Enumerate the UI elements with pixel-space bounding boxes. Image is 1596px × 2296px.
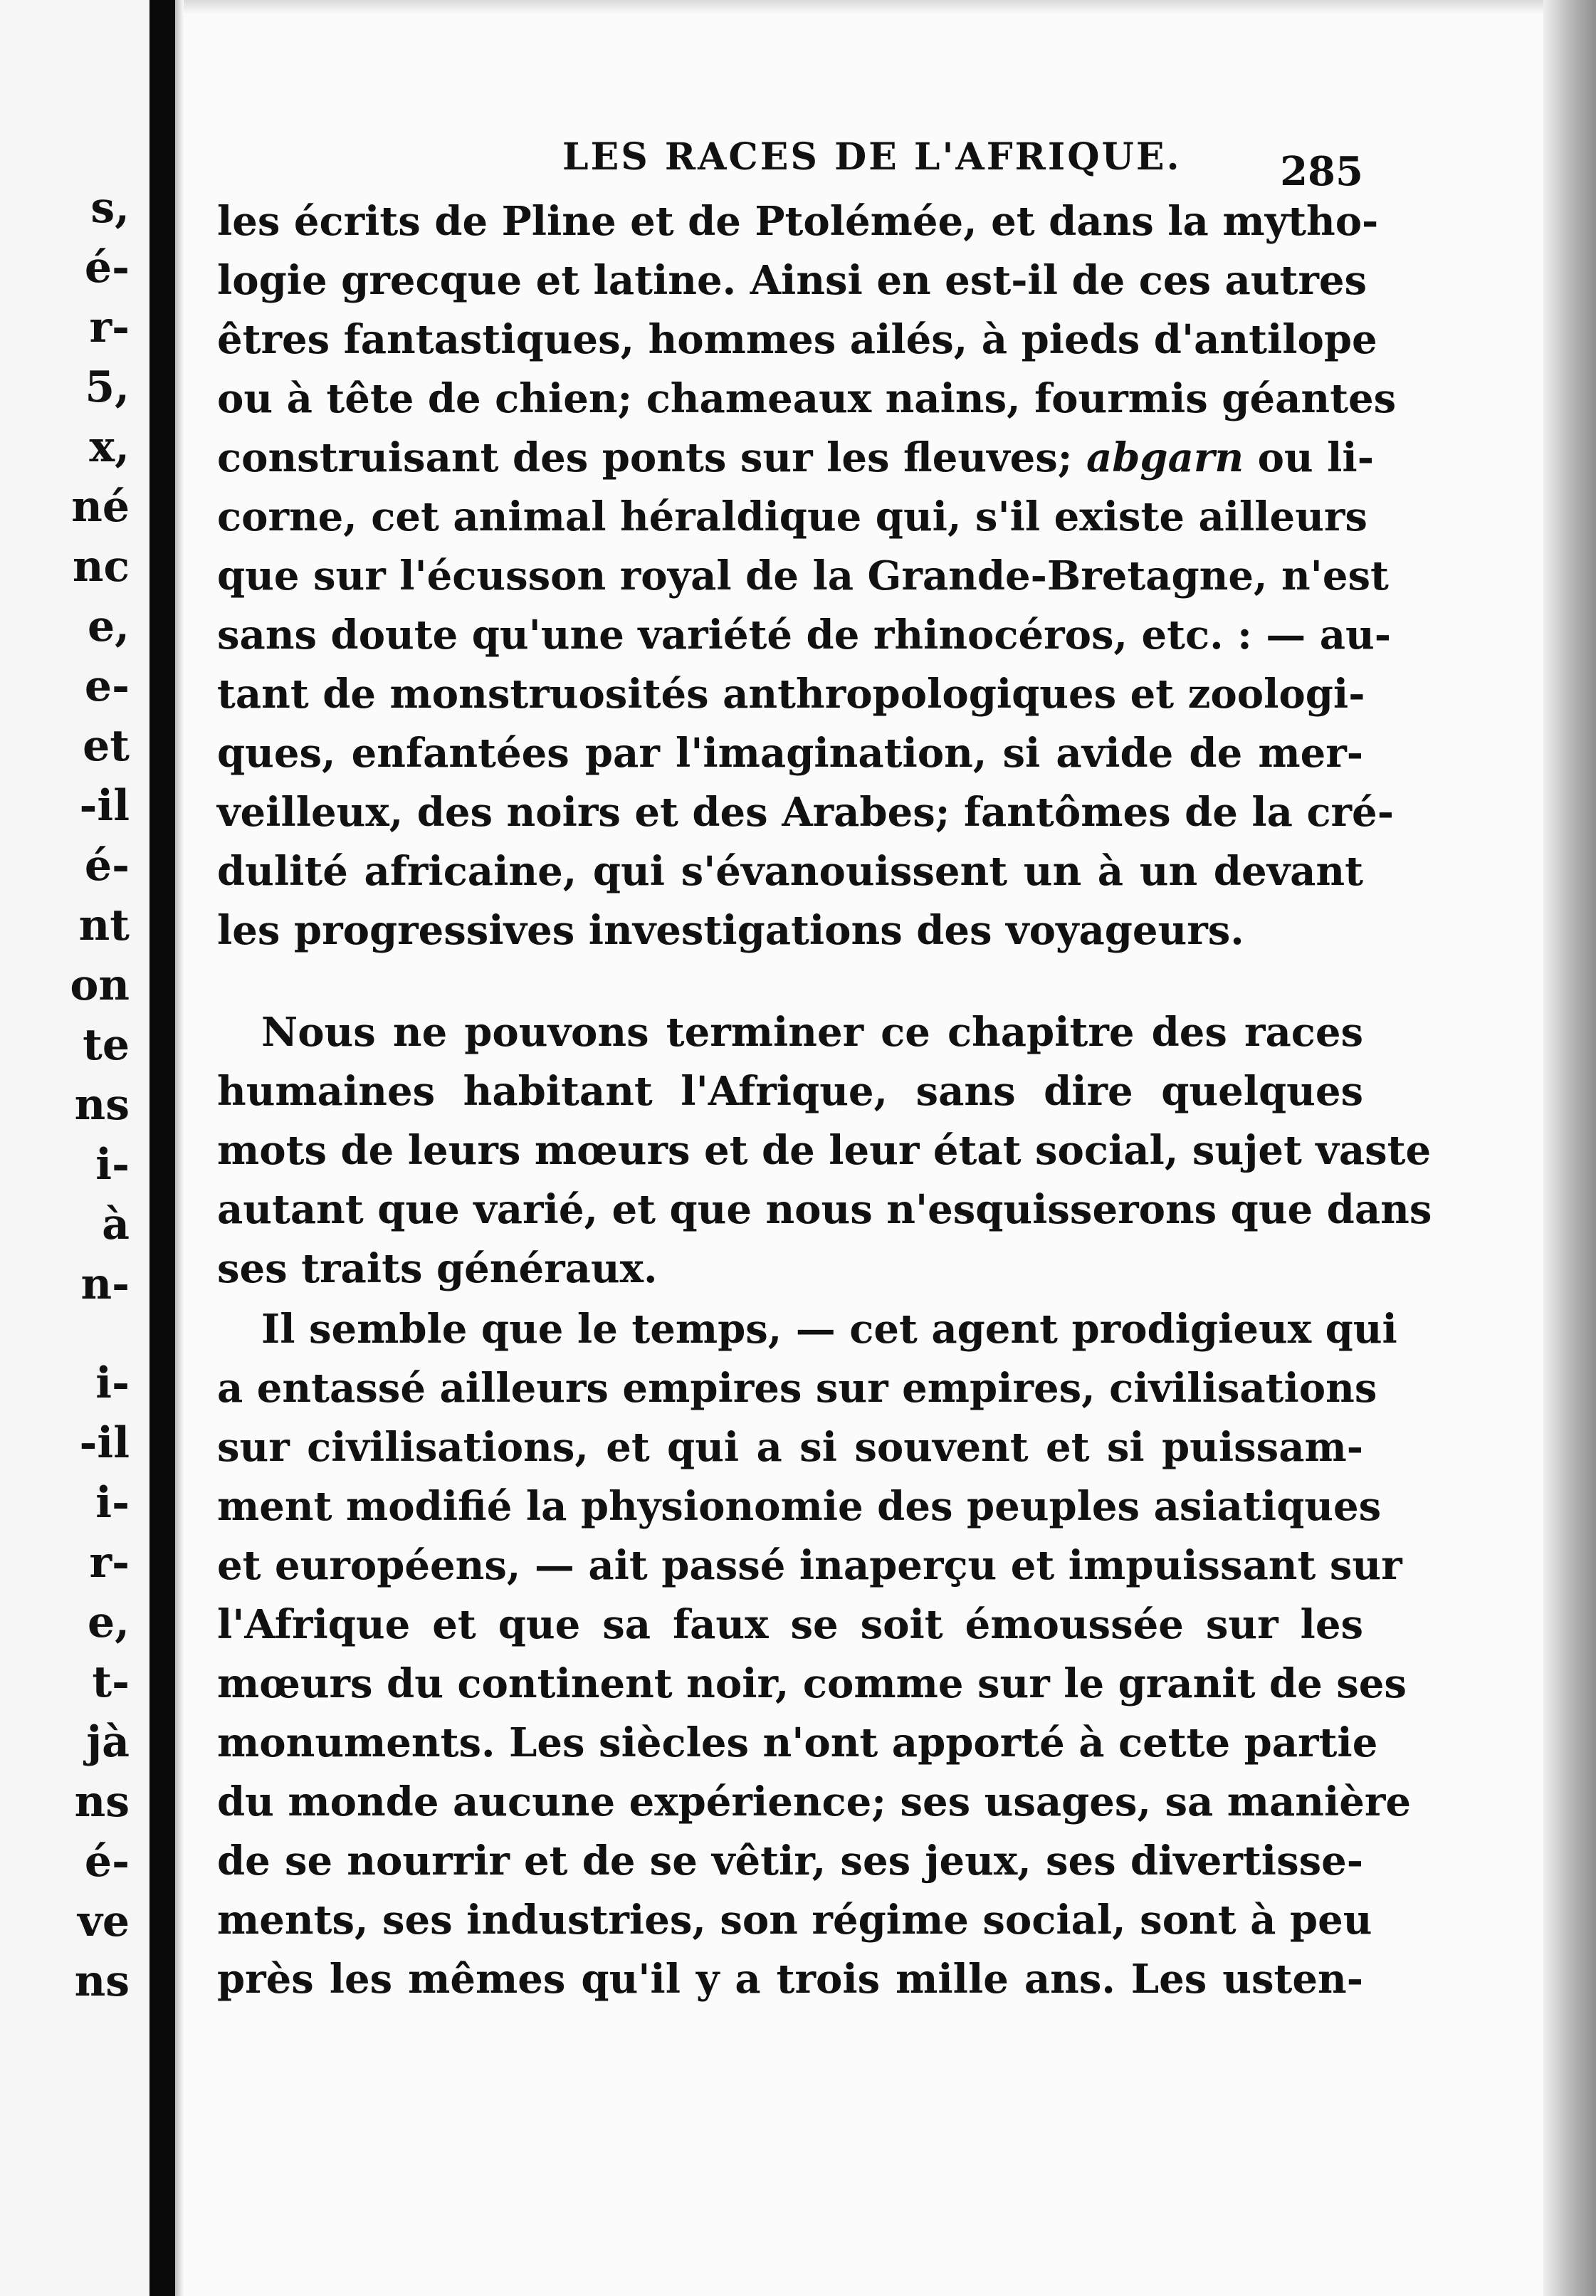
text-line: sans doute qu'une variété de rhinocéros, etc. : — au- [217,612,1391,659]
gutter-shadow [175,0,184,2296]
left-fragment: nt [78,901,130,950]
left-fragment: s, [90,183,130,233]
text-line: de se nourrir et de se vêtir, ses jeux, ses divertisse- [217,1838,1363,1884]
left-fragment: r- [89,1538,130,1588]
left-fragment: i- [95,1358,130,1408]
text-line: dulité africaine, qui s'évanouissent un à un devant [217,848,1363,895]
text-line: ou à tête de chien; chameaux nains, fourmis géantes [217,375,1397,422]
text-segment: ou li- [1257,434,1374,481]
left-fragment: ns [74,1777,130,1827]
text-line: Il semble que le temps, — cet agent prodigieux qui [261,1306,1397,1353]
text-segment: construisant des ponts sur les fleuves; [217,434,1073,481]
left-page-margin [0,0,149,2296]
text-line: sur civilisations, et qui a si souvent et si puissam- [217,1424,1363,1471]
paragraph-2 [217,1003,1432,1299]
left-fragment: i- [95,1140,130,1190]
left-fragment: ns [74,1956,130,2006]
text-line: les écrits de Pline et de Ptolémée, et dans la mytho- [217,198,1379,245]
left-fragment: i- [95,1478,130,1528]
left-fragment: n- [80,1259,130,1309]
left-fragment: -il [79,781,130,831]
left-fragment: e, [87,602,130,651]
text-line: les progressives investigations des voyageurs. [217,907,1244,954]
text-line: Nous ne pouvons terminer ce chapitre des races [261,1009,1363,1056]
paragraph-1 [217,192,1397,960]
running-title: LES RACES DE L'AFRIQUE. [562,135,1182,179]
right-page-edge [1543,0,1596,2296]
left-fragment: 5, [85,362,130,412]
text-line: et européens, — ait passé inaperçu et impuissant sur [217,1542,1402,1589]
left-fragment: ve [77,1897,130,1946]
running-header [217,121,1363,195]
text-line: que sur l'écusson royal de la Grande-Bretagne, n'est [217,552,1389,599]
text-line: autant que varié, et que nous n'esquisserons que dans [217,1186,1432,1233]
book-page [217,121,1432,2009]
left-fragment: à [102,1200,130,1249]
left-fragment: te [83,1020,130,1070]
left-fragment: é- [84,841,130,891]
paragraph-3 [217,1300,1412,2009]
left-fragment: ns [74,1080,130,1130]
text-line: tant de monstruosités anthropologiques et zoologi- [217,671,1365,718]
text-line: du monde aucune expérience; ses usages, sa manière [217,1778,1412,1825]
text-line: ses traits généraux. [217,1245,658,1292]
italic-word: abgarn [1086,434,1244,481]
left-page-fragments [0,178,142,2011]
text-line: ques, enfantées par l'imagination, si avide de mer- [217,730,1363,777]
left-fragment: e- [84,661,130,711]
text-line: logie grecque et latine. Ainsi en est-il de ces autres [217,257,1367,304]
text-line: humaines habitant l'Afrique, sans dire quelques [217,1068,1363,1115]
text-line: corne, cet animal héraldique qui, s'il existe ailleurs [217,493,1367,540]
left-fragment: -il [79,1418,130,1468]
text-line-with-italic [217,429,1374,488]
left-fragment-gap [0,1314,142,1353]
left-fragment: x, [89,422,130,472]
text-line: ment modifié la physionomie des peuples asiatiques [217,1483,1382,1530]
left-fragment: né [71,482,130,532]
left-fragment: nc [72,542,130,592]
text-line: veilleux, des noirs et des Arabes; fantômes de la cré- [217,789,1394,836]
text-line: l'Afrique et que sa faux se soit émoussée sur les [217,1601,1363,1648]
text-line: monuments. Les siècles n'ont apporté à cette partie [217,1719,1378,1766]
text-line: près les mêmes qu'il y a trois mille ans. Les usten- [217,1956,1363,2003]
left-fragment: é- [84,1837,130,1887]
page-number: 285 [1280,148,1363,195]
left-fragment: jà [86,1717,130,1767]
text-line: a entassé ailleurs empires sur empires, civilisations [217,1365,1377,1412]
top-edge-shadow [184,0,1543,14]
left-fragment: on [70,960,130,1010]
left-fragment: r- [89,303,130,352]
left-fragment: t- [92,1657,130,1707]
text-line: êtres fantastiques, hommes ailés, à pieds d'antilope [217,316,1377,363]
left-fragment: e, [87,1598,130,1647]
left-fragment: et [83,721,130,771]
book-gutter [149,0,175,2296]
left-fragment: é- [84,243,130,293]
text-line: mœurs du continent noir, comme sur le granit de ses [217,1660,1407,1707]
text-line: mots de leurs mœurs et de leur état social, sujet vaste [217,1127,1432,1174]
paragraph-spacer [217,960,1363,1003]
text-line: ments, ses industries, son régime social, sont à peu [217,1897,1372,1944]
